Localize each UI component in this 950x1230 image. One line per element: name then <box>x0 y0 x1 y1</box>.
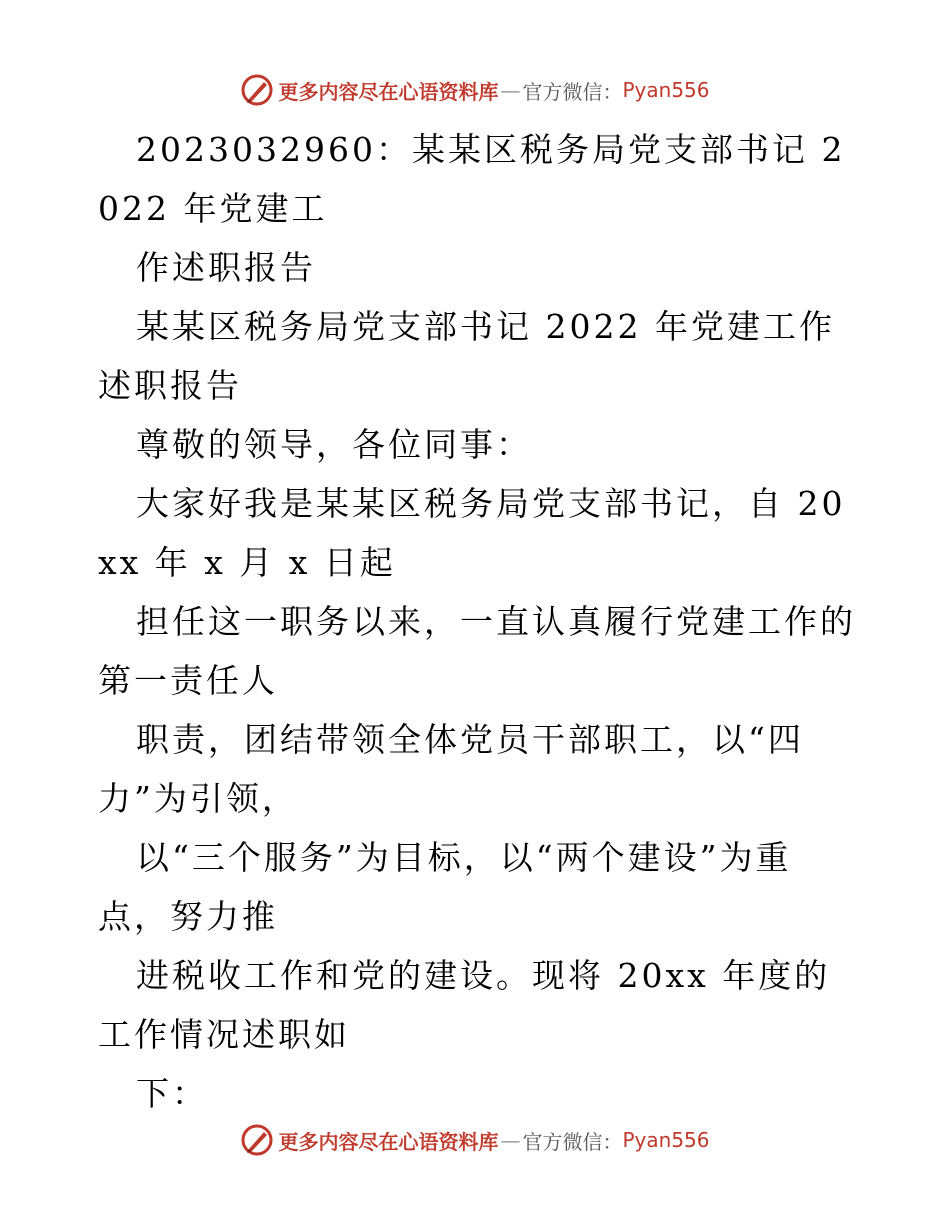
banner-wechat-id: Pyan556 <box>622 1128 710 1152</box>
paragraph-body: 大家好我是某某区税务局党支部书记，自 20xx 年 x 月 x 日起 <box>98 484 846 582</box>
banner-site-text: 更多内容尽在心语资料库 <box>278 79 499 104</box>
banner-separator: — <box>500 78 521 102</box>
paragraph-body: 进税收工作和党的建设。现将 20xx 年度的工作情况述职如 <box>98 956 831 1054</box>
paragraph-title-2: 作述职报告 <box>136 248 316 287</box>
banner-wechat-label: 官方微信： <box>522 1129 623 1154</box>
paragraph-salutation: 尊敬的领导，各位同事： <box>136 425 532 464</box>
banner-wechat-label: 官方微信： <box>522 79 623 104</box>
paragraph-body: 以“三个服务”为目标，以“两个建设”为重点，努力推 <box>98 838 792 936</box>
footer-banner <box>0 1120 950 1160</box>
pen-logo-icon <box>240 1123 274 1157</box>
paragraph-title-1: 2023032960：某某区税务局党支部书记 2022 年党建工 <box>98 130 846 228</box>
paragraph-title-repeat: 某某区税务局党支部书记 2022 年党建工作述职报告 <box>98 307 835 405</box>
banner-separator: — <box>500 1128 521 1152</box>
paragraph-body: 下： <box>136 1074 208 1113</box>
document-body <box>98 120 858 1123</box>
paragraph-body: 职责，团结带领全体党员干部职工，以“四力”为引领， <box>98 720 804 818</box>
header-banner <box>0 70 950 110</box>
banner-site-text: 更多内容尽在心语资料库 <box>278 1129 499 1154</box>
paragraph-body: 担任这一职务以来，一直认真履行党建工作的第一责任人 <box>98 602 856 700</box>
banner-wechat-id: Pyan556 <box>622 78 710 102</box>
pen-logo-icon <box>240 73 274 107</box>
